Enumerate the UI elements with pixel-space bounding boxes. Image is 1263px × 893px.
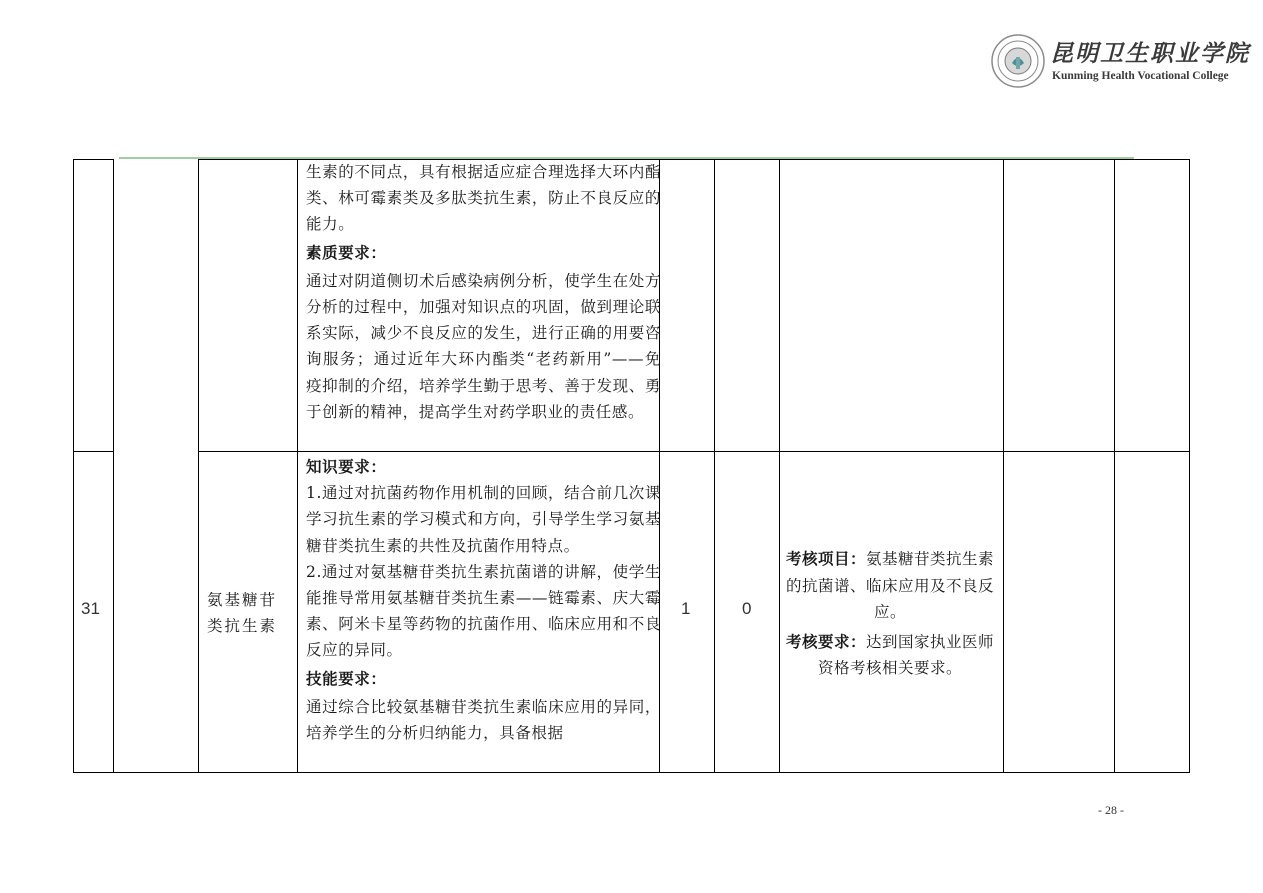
row-2-description (306, 454, 661, 746)
description-text: 通过对阴道侧切术后感染病例分析，使学生在处方分析的过程中，加强对知识点的巩固，做到理论联系实际，减少不良反应的发生，进行正确的用要咨询服务；通过近年大环内酯类“老药新用”——免疫抑制的介绍，培养学生勤于思考、善于发现、勇于创新的精神，提高学生对药学职业的责任感。 (306, 271, 661, 421)
assessment-requirement (785, 629, 995, 682)
college-name-cn: 昆明卫生职业学院 (1050, 40, 1250, 67)
page-number: - 28 - (1098, 803, 1124, 817)
column-divider (1114, 159, 1115, 773)
college-name-en: Kunming Health Vocational College (1052, 70, 1229, 82)
column-divider (1003, 159, 1004, 773)
assessment-requirement-text: 达到国家执业医师资格考核相关要求。 (817, 632, 995, 677)
college-logo (990, 33, 1250, 89)
assessment-requirement-label: 考核要求： (785, 631, 866, 651)
description-text: 生素的不同点，具有根据适应症合理选择大环内酯类、林可霉素类及多肽类抗生素，防止不良反应的能力。 (306, 163, 661, 234)
row-1-description (306, 159, 661, 425)
practice-hours: 0 (742, 599, 752, 618)
theory-hours: 1 (681, 599, 691, 618)
assessment-item (785, 546, 995, 626)
knowledge-requirement-heading: 知识要求： (306, 457, 387, 476)
table-border-right (1189, 159, 1190, 773)
column-divider (198, 159, 199, 773)
row-divider (73, 451, 114, 452)
description-text: 1.通过对抗菌药物作用机制的回顾，结合前几次课学习抗生素的学习模式和方向，引导学生学习氨基糖苷类抗生素的共性及抗菌作用特点。 (306, 484, 661, 555)
row-topic: 氨基糖苷类抗生素 (207, 591, 278, 635)
curriculum-table (73, 159, 1190, 773)
quality-requirement-heading: 素质要求： (306, 242, 387, 262)
table-border-bottom (73, 772, 1190, 773)
description-text: 2.通过对氨基糖苷类抗生素抗菌谱的讲解，使学生能推导常用氨基糖苷类抗生素——链霉素、庆大霉素、阿米卡星等药物的抗菌作用、临床应用和不良反应的异同。 (306, 562, 661, 660)
skill-requirement-heading: 技能要求： (306, 668, 387, 688)
table-border-top (73, 159, 114, 160)
column-divider (113, 159, 114, 773)
row-number: 31 (81, 599, 100, 618)
column-divider (779, 159, 780, 773)
description-text: 通过综合比较氨基糖苷类抗生素临床应用的异同，培养学生的分析归纳能力，具备根据 (306, 697, 661, 743)
assessment-cell (785, 546, 995, 682)
assessment-item-text: 氨基糖苷类抗生素的抗菌谱、临床应用及不良反应。 (785, 550, 995, 621)
table-border-left (73, 159, 74, 773)
column-divider (297, 159, 298, 773)
assessment-item-label: 考核项目： (785, 549, 866, 568)
college-seal-icon (990, 33, 1046, 89)
column-divider (714, 159, 715, 773)
row-divider (198, 451, 1190, 452)
